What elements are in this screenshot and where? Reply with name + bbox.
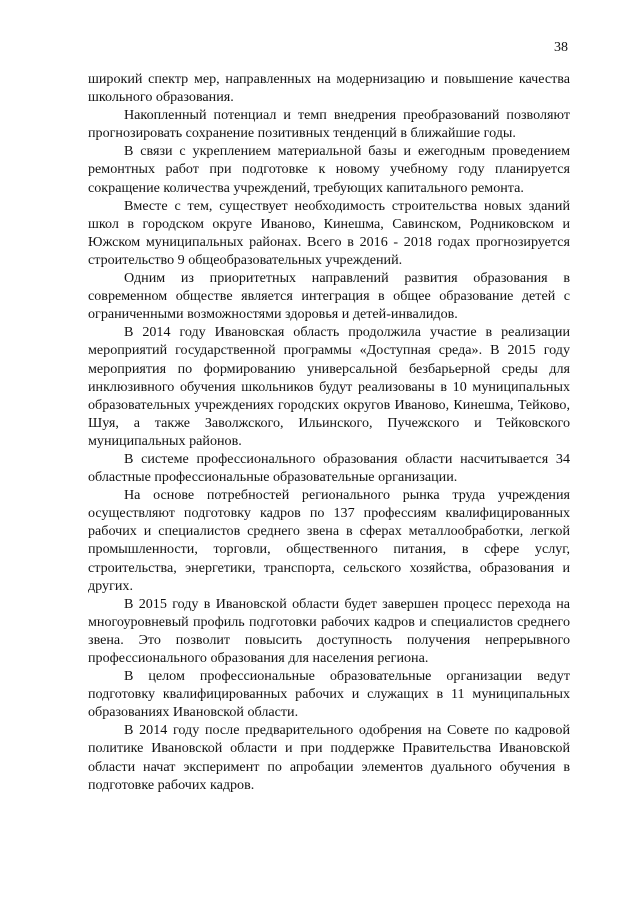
paragraph: В связи с укреплением материальной базы и ежегодным проведением ремонтных работ при подготовке к новому учебному году планируется сокращение количества учреждений, требующих капитального ремонта.: [88, 143, 570, 196]
paragraph: В 2015 году в Ивановской области будет завершен процесс перехода на многоуровневый профиль подготовки рабочих кадров и специалистов среднего звена. Это позволит повысить доступность получения непрерывного профессионального образования для населения региона.: [88, 595, 570, 666]
paragraph: На основе потребностей регионального рынка труда учреждения осуществляют подготовку кадров по 137 профессиям квалифицированных рабочих и специалистов среднего звена в сферах металлообработки, легкой промышленности, торговли, общественного питания, в сфере услуг, строительства, энергетики, транспорта, сельского хозяйства, образования и других.: [88, 487, 570, 594]
paragraph: Накопленный потенциал и темп внедрения преобразований позволяют прогнозировать сохранение позитивных тенденций в ближайшие годы.: [88, 107, 570, 142]
paragraph: В 2014 году после предварительного одобрения на Совете по кадровой политике Ивановской области и при поддержке Правительства Ивановской области начат эксперимент по апробации элементов дуального обучения в подготовке рабочих кадров.: [88, 722, 570, 793]
paragraph: Вместе с тем, существует необходимость строительства новых зданий школ в городском округе Иваново, Кинешма, Савинском, Родниковском и Южском муниципальных районах. Всего в 2016 - 2018 годах прогнозируется строительство 9 общеобразовательных учреждений.: [88, 197, 570, 268]
body-text: [88, 70, 570, 794]
paragraph: Одним из приоритетных направлений развития образования в современном обществе является интеграция в общее образование детей с ограниченными возможностями здоровья и детей-инвалидов.: [88, 270, 570, 323]
page-number: 38: [554, 40, 568, 55]
paragraph: В целом профессиональные образовательные организации ведут подготовку квалифицированных рабочих и служащих в 11 муниципальных образованиях Ивановской области.: [88, 668, 570, 721]
paragraph-continued: широкий спектр мер, направленных на модернизацию и повышение качества школьного образования.: [88, 71, 570, 106]
paragraph: В 2014 году Ивановская область продолжила участие в реализации мероприятий государственной программы «Доступная среда». В 2015 году мероприятия по формированию универсальной безбарьерной среды для инклюзивного обучения школьников будут реализованы в 10 муниципальных образовательных учреждениях городских округов Иваново, Кинешма, Тейково, Шуя, а также Заволжского, Ильинского, Пучежского и Тейковского муниципальных районов.: [88, 324, 570, 449]
paragraph: В системе профессионального образования области насчитывается 34 областные профессиональные образовательные организации.: [88, 450, 570, 486]
